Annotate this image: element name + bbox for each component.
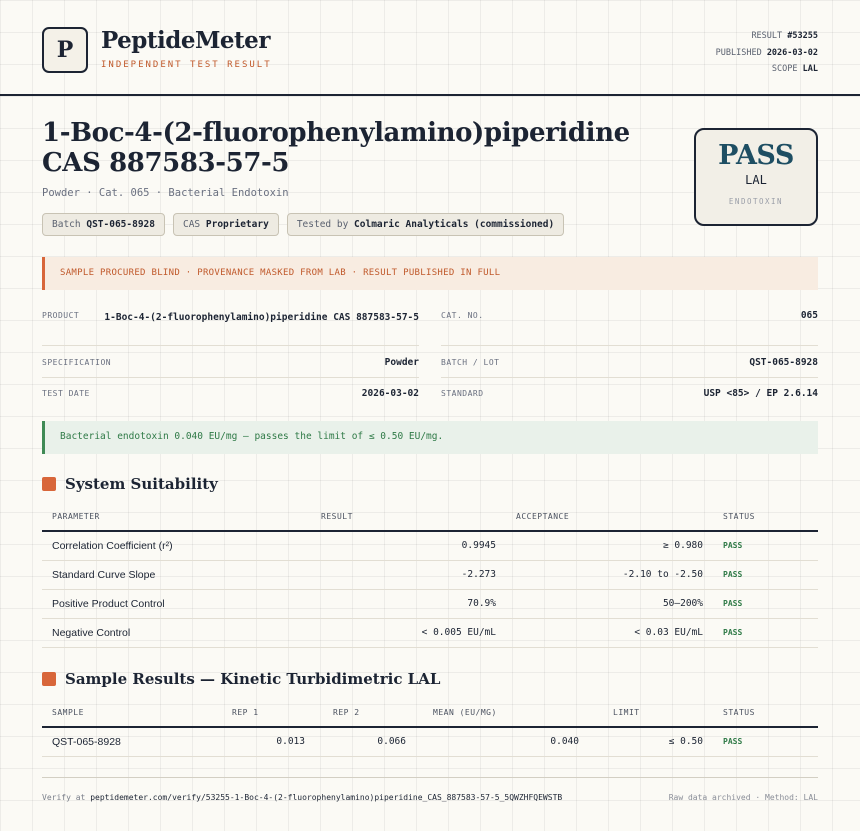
detail-value: Powder (384, 357, 419, 368)
column-header: REP 1 (214, 699, 315, 727)
column-header: MEAN (EU/MG) (416, 699, 589, 727)
batch-chip (42, 213, 165, 236)
limit-cell: ≤ 0.50 (589, 727, 713, 756)
chip-value: Colmaric Analyticals (commissioned) (354, 219, 555, 230)
verify-line (42, 793, 562, 802)
status-badge: PASS (713, 618, 818, 647)
result-cell: -2.273 (311, 560, 506, 589)
rep1-cell: 0.013 (214, 727, 315, 756)
result-number: #53255 (787, 31, 818, 41)
provenance-banner: SAMPLE PROCURED BLIND · PROVENANCE MASKED FROM LAB · RESULT PUBLISHED IN FULL (42, 257, 818, 290)
result-cell: 70.9% (311, 589, 506, 618)
detail-value: USP <85> / EP 2.6.14 (703, 388, 818, 399)
chip-value: QST-065-8928 (86, 219, 155, 230)
acceptance-cell: -2.10 to -2.50 (506, 560, 713, 589)
column-header: ACCEPTANCE (506, 503, 713, 531)
chip-row (42, 213, 564, 236)
acceptance-cell: ≥ 0.980 (506, 531, 713, 560)
archive-note: Raw data archived · Method: LAL (668, 793, 818, 802)
column-header: RESULT (311, 503, 506, 531)
suitability-title: System Suitability (65, 475, 218, 493)
samples-table (42, 699, 818, 757)
table-header-row (42, 503, 818, 531)
verify-prefix: Verify at (42, 793, 86, 802)
table-row (42, 727, 818, 756)
result-cell: < 0.005 EU/mL (311, 618, 506, 647)
table-header-row (42, 699, 818, 727)
result-label: RESULT (751, 31, 783, 41)
published-label: PUBLISHED (715, 47, 762, 58)
section-marker-icon (42, 477, 56, 491)
parameter-cell: Negative Control (42, 618, 311, 647)
cas-chip (173, 213, 279, 236)
detail-label: PRODUCT (42, 311, 80, 320)
samples-heading (42, 670, 440, 688)
published-date: 2026-03-02 (766, 47, 818, 58)
detail-batch (441, 346, 818, 378)
chip-label: Batch (52, 219, 81, 230)
acceptance-cell: < 0.03 EU/mL (506, 618, 713, 647)
scope-value: LAL (802, 64, 818, 74)
scope-label: SCOPE (771, 64, 798, 74)
parameter-cell: Correlation Coefficient (r²) (42, 531, 311, 560)
parameter-cell: Positive Product Control (42, 589, 311, 618)
rep2-cell: 0.066 (315, 727, 416, 756)
parameter-cell: Standard Curve Slope (42, 560, 311, 589)
chip-value: Proprietary (205, 219, 269, 230)
brand-tagline: INDEPENDENT TEST RESULT (101, 60, 272, 70)
sample-cell: QST-065-8928 (42, 727, 214, 756)
status-badge: PASS (713, 589, 818, 618)
samples-title: Sample Results — Kinetic Turbidimetric LAL (65, 670, 441, 688)
detail-cat (441, 302, 818, 346)
section-marker-icon (42, 672, 56, 686)
suitability-table (42, 503, 818, 648)
detail-product (42, 302, 419, 346)
column-header: LIMIT (589, 699, 713, 727)
header-divider (0, 94, 860, 96)
result-meta (716, 28, 818, 78)
table-row (42, 560, 818, 589)
verify-link[interactable]: peptidemeter.com/verify/53255-1-Boc-4-(2-fluorophenylamino)piperidine_CAS_887583-57-5_5QWZHFQEWSTB (90, 793, 563, 802)
mean-cell: 0.040 (416, 727, 589, 756)
table-row (42, 531, 818, 560)
detail-value: QST-065-8928 (749, 357, 818, 368)
status-badge: PASS (713, 531, 818, 560)
table-row (42, 589, 818, 618)
detail-value: 2026-03-02 (361, 388, 419, 399)
status-badge: PASS (713, 560, 818, 589)
detail-label: BATCH / LOT (441, 358, 500, 367)
column-header: STATUS (713, 503, 818, 531)
detail-value: 1-Boc-4-(2-fluorophenylamino)piperidine CAS 887583-57-5 (104, 312, 419, 323)
detail-label: SPECIFICATION (42, 358, 112, 367)
verdict-word: PASS (718, 140, 794, 171)
detail-date (42, 378, 419, 409)
detail-label: CAT. NO. (441, 311, 484, 320)
tested-by-chip (287, 213, 564, 236)
status-badge: PASS (713, 727, 818, 756)
detail-label: TEST DATE (42, 389, 90, 398)
column-header: SAMPLE (42, 699, 214, 727)
verdict-method: LAL (745, 173, 767, 187)
chip-label: CAS (182, 219, 201, 230)
brand-logo: P (42, 27, 88, 73)
result-cell: 0.9945 (311, 531, 506, 560)
column-header: REP 2 (315, 699, 416, 727)
column-header: STATUS (713, 699, 818, 727)
detail-spec (42, 346, 419, 378)
result-summary-note: Bacterial endotoxin 0.040 EU/mg — passes the limit of ≤ 0.50 EU/mg. (42, 421, 818, 454)
verdict-badge (694, 128, 818, 226)
page-subtitle: Powder · Cat. 065 · Bacterial Endotoxin (42, 187, 289, 199)
suitability-heading (42, 475, 218, 493)
detail-label: STANDARD (441, 389, 484, 398)
detail-value: 065 (800, 310, 818, 321)
footer-divider (42, 777, 818, 778)
page-title: 1-Boc-4-(2-fluorophenylamino)piperidine CAS 887583-57-5 (42, 118, 630, 178)
brand-name: PeptideMeter (101, 27, 270, 54)
verdict-kind: ENDOTOXIN (728, 197, 784, 206)
detail-standard (441, 378, 818, 409)
column-header: PARAMETER (42, 503, 311, 531)
acceptance-cell: 50–200% (506, 589, 713, 618)
table-row (42, 618, 818, 647)
chip-label: Tested by (296, 219, 349, 230)
